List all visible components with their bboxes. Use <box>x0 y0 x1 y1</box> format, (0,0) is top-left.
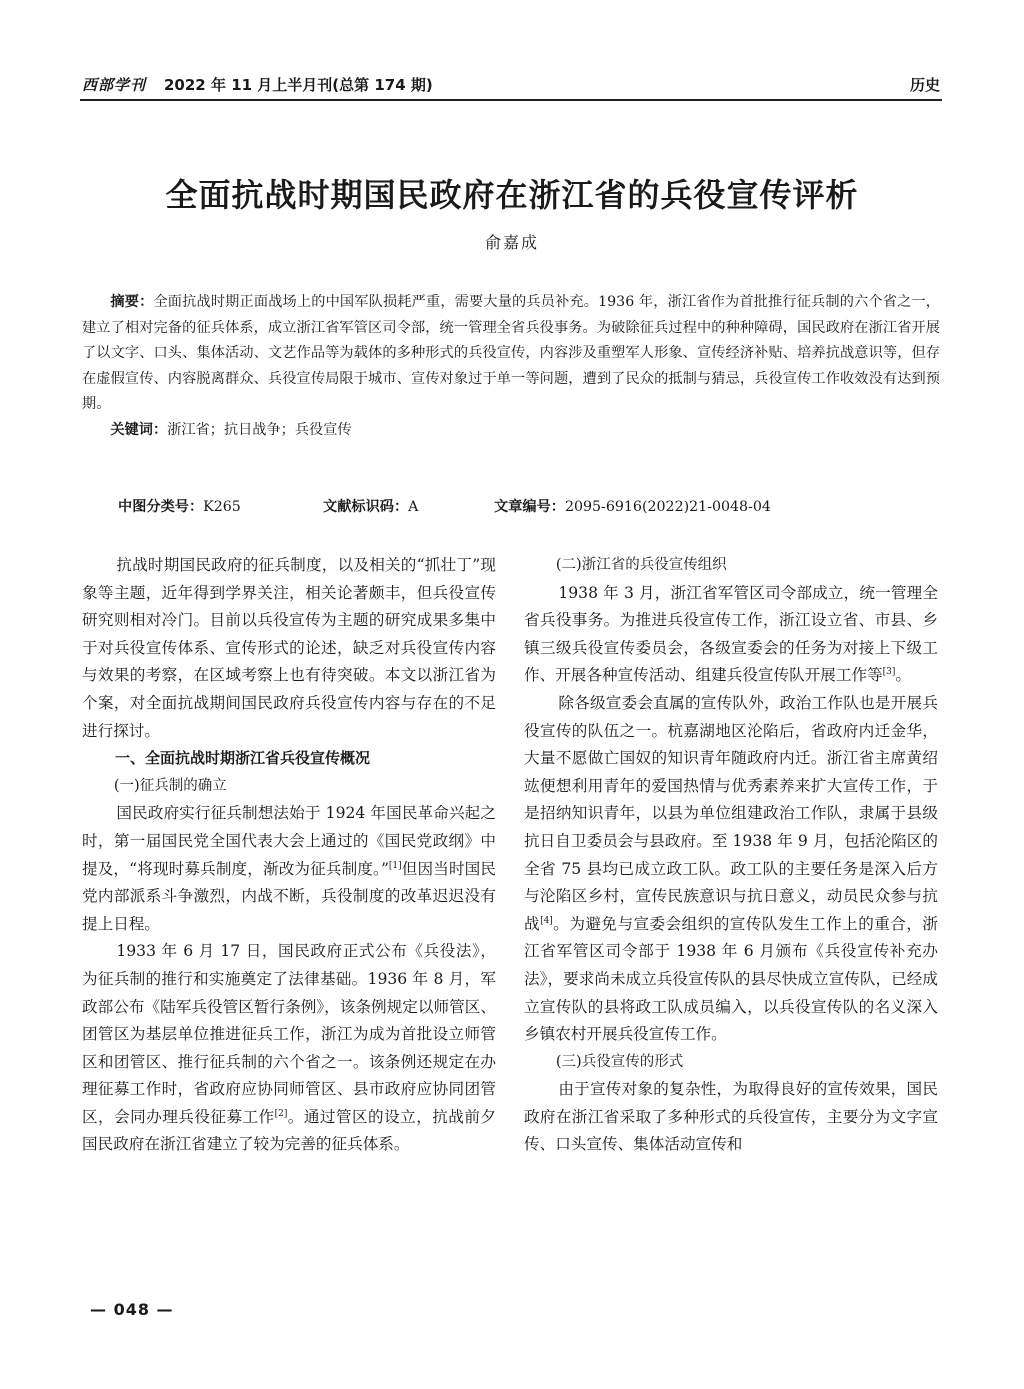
intro-paragraph: 抗战时期国民政府的征兵制度，以及相关的“抓壮丁”现象等主题，近年得到学界关注，相关论著颇丰，但兵役宣传研究则相对冷门。目前以兵役宣传为主题的研究成果多集中于对兵役宣传体系、宣传形式的论述，缺乏对兵役宣传内容与效果的考察，在区域考察上也有待突破。本文以浙江省为个案，对全面抗战期间国民政府兵役宣传内容与存在的不足进行探讨。 <box>82 556 496 740</box>
article-number-label: 文章编号： <box>494 499 565 515</box>
right-column <box>524 552 938 1159</box>
abstract-paragraph <box>82 290 940 418</box>
citation-ref: [1] <box>388 860 402 871</box>
abstract-text: 全面抗战时期正面战场上的中国军队损耗严重，需要大量的兵员补充。1936 年，浙江省作为首批推行征兵制的六个省之一，建立了相对完备的征兵体系，成立浙江省军管区司令部，统一管理全省兵役事务。为破除征兵过程中的种种障碍，国民政府在浙江省开展了以文字、口头、集体活动、文艺作品等为载体的多种形式的兵役宣传，内容涉及重塑军人形象、宣传经济补贴、培养抗战意识等，但存在虚假宣传、内容脱离群众、兵役宣传局限于城市、宣传对象过于单一等问题，遭到了民众的抵制与猜忌，兵役宣传工作收效没有达到预期。 <box>82 294 940 412</box>
subsection-heading-2: (二)浙江省的兵役宣传组织 <box>555 557 727 573</box>
keywords-paragraph <box>82 418 940 444</box>
abstract-label: 摘要： <box>110 294 154 310</box>
paragraph-text: 。为避免与宣委会组织的宣传队发生工作上的重合，浙江省军管区司令部于 1938 年 6 月颁布《兵役宣传补充办法》，要求尚未成立兵役宣传队的县尽快成立宣传队，已经成立宣传队的县将政工队成员编入，以兵役宣传队的名义深入乡镇农村开展兵役宣传工作。 <box>524 914 938 1044</box>
subsection-heading-3: (三)兵役宣传的形式 <box>555 1053 684 1070</box>
clc-label: 中图分类号： <box>118 499 204 515</box>
keywords-text: 浙江省；抗日战争；兵役宣传 <box>167 421 352 438</box>
body-paragraph <box>82 800 496 938</box>
body-paragraph <box>524 580 938 690</box>
keywords-label: 关键词： <box>110 421 168 438</box>
paragraph-text: 除各级宣委会直属的宣传队外，政治工作队也是开展兵役宣传的队伍之一。杭嘉湖地区沦陷后，省政府内迁金华，大量不愿做亡国奴的知识青年随政府内迁。浙江省主席黄绍竑便想利用青年的爱国热情与优秀素养来扩大宣传工作，于是招纳知识青年，以县为单位组建政治工作队，隶属于县级抗日自卫委员会与县政府。至 1938 年 9 月，包括沦陷区的全省 75 县均已成立政工队。政工队的主要任务是深入后方与沦陷区乡村，宣传民族意识与抗日意义，动员民众参与抗战 <box>524 693 938 933</box>
citation-ref: [4] <box>540 915 553 926</box>
paragraph-text: 1938 年 3 月，浙江省军管区司令部成立，统一管理全省兵役事务。为推进兵役宣传工作，浙江设立省、市县、乡镇三级兵役宣传委员会，各级宣委会的任务为对接上下级工作、开展各种宣传活动、组建兵役宣传队开展工作等 <box>524 583 938 685</box>
author-name: 俞嘉成 <box>484 233 539 252</box>
paragraph-text: 国民政府实行征兵制想法始于 1924 年国民革命兴起之时，第一届国民党全国代表大会上通过的《国民党政纲》中提及，“将现时募兵制度，渐改为征兵制度。” <box>82 804 496 878</box>
doc-code-item <box>323 496 418 516</box>
paragraph-text: 但因当时国民党内部派系斗争激烈，内战不断，兵役制度的改革迟迟没有提上日程。 <box>82 859 496 933</box>
article-number-value: 2095-6916(2022)21-0048-04 <box>564 499 771 515</box>
classification-row <box>118 496 938 520</box>
abstract-block <box>82 290 940 443</box>
doc-code-label: 文献标识码： <box>323 499 409 515</box>
citation-ref: [3] <box>882 667 896 678</box>
citation-ref: [2] <box>274 1108 288 1119</box>
body-paragraph: 由于宣传对象的复杂性，为取得良好的宣传效果，国民政府在浙江省采取了多种形式的兵役宣传，主要分为文字宣传、口头宣传、集体活动宣传和 <box>524 1080 938 1154</box>
section-heading-1: 一、全面抗战时期浙江省兵役宣传概况 <box>115 749 371 768</box>
doc-code-value: A <box>408 499 419 515</box>
left-column <box>82 552 496 1159</box>
clc-item <box>118 496 241 516</box>
article-title: 全面抗战时期国民政府在浙江省的兵役宣传评析 <box>165 176 859 214</box>
paragraph-text: 1933 年 6 月 17 日，国民政府正式公布《兵役法》，为征兵制的推行和实施奠定了法律基础。1936 年 8 月，军政部公布《陆军兵役管区暂行条例》，该条例规定以师管区、团管区为基层单位推进征兵工作，浙江为成为首批设立师管区和团管区、推行征兵制的六个省之一。该条例还规定在办理征募工作时，省政府应协同师管区、县市政府应协同团管区，会同办理兵役征募工作 <box>82 942 496 1126</box>
header-rule <box>80 99 942 101</box>
paragraph-text: 。通过管区的设立，抗战前夕国民政府在浙江省建立了较为完善的征兵体系。 <box>82 1107 496 1154</box>
clc-value: K265 <box>203 499 241 515</box>
section-label: 历史 <box>909 76 940 94</box>
body-paragraph <box>82 938 496 1159</box>
body-paragraph <box>524 690 938 1049</box>
journal-logo: 西部学刊 <box>82 76 147 94</box>
article-number-item <box>494 496 771 516</box>
page-number: — 048 — <box>90 1300 174 1319</box>
running-header <box>82 68 940 98</box>
subsection-heading-1: (一)征兵制的确立 <box>113 777 227 794</box>
paragraph-text: 。 <box>895 666 912 685</box>
issue-info: 2022 年 11 月上半月刊(总第 174 期) <box>164 76 433 94</box>
